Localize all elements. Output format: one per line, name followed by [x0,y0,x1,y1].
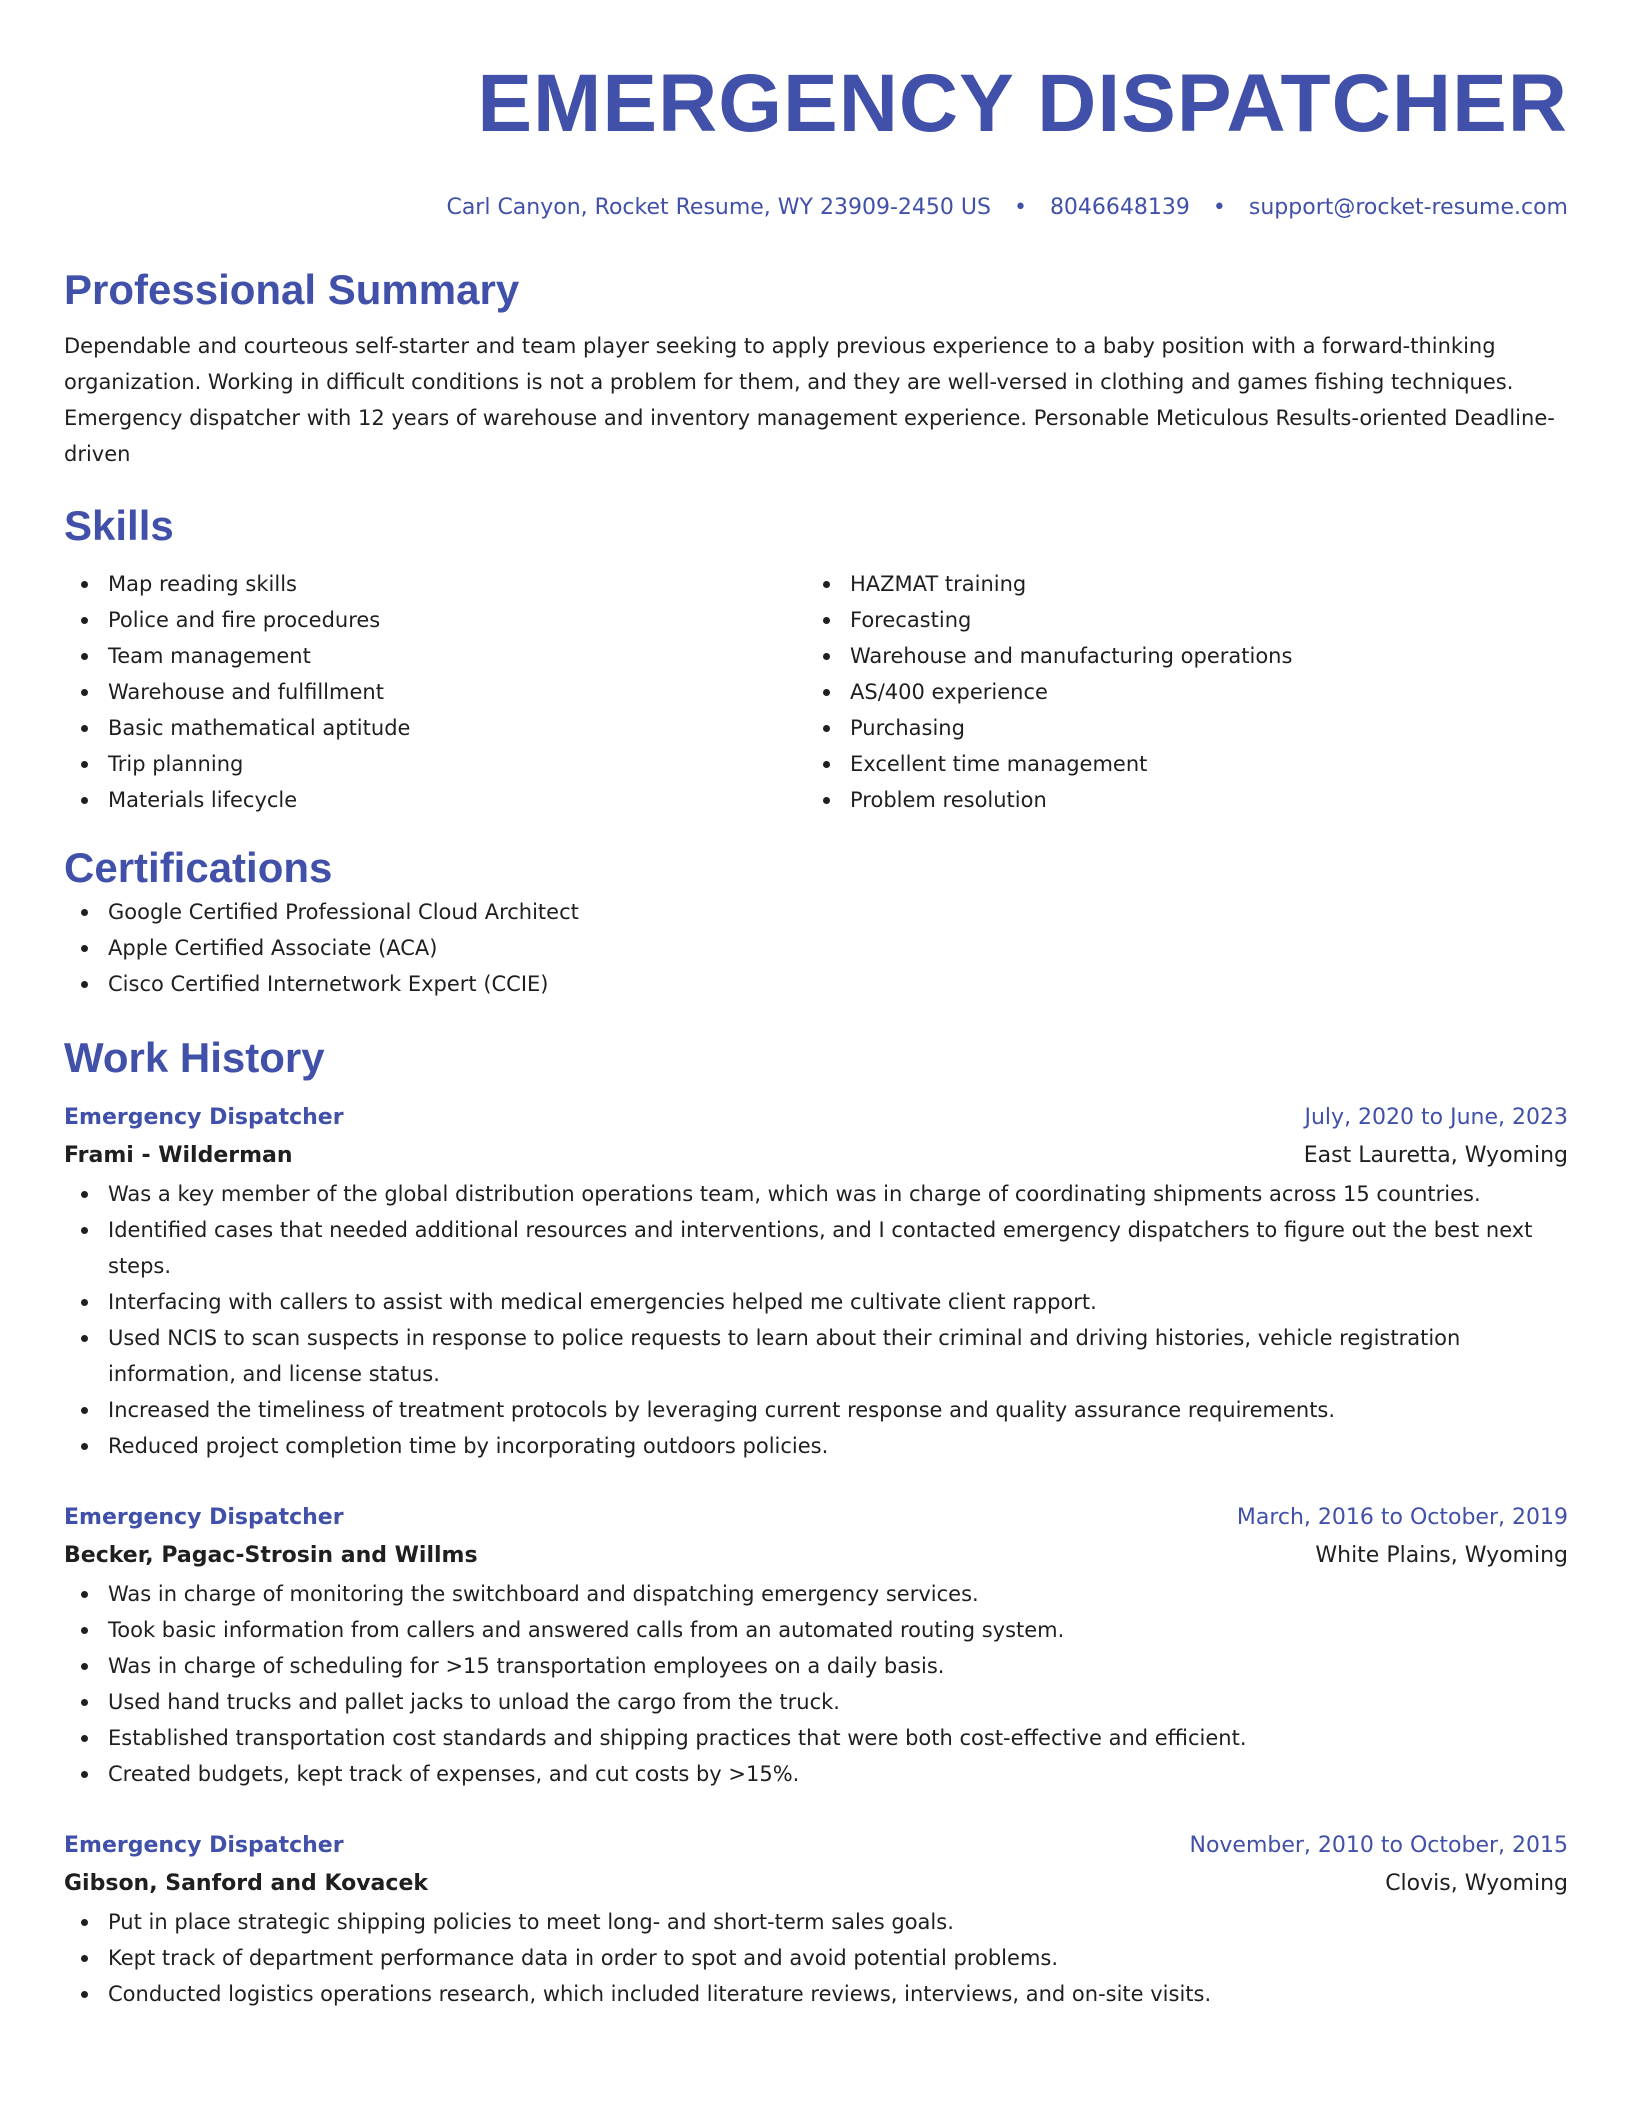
job-entry [64,1828,1568,2012]
skill-item: Forecasting [806,602,1548,638]
summary-heading: Professional Summary [64,266,520,313]
job-bullet: Reduced project completion time by incorporating outdoors policies. [64,1428,1568,1464]
job-bullet: Increased the timeliness of treatment protocols by leveraging current response and quality assurance requirements. [64,1392,1568,1428]
certifications-heading: Certifications [64,844,333,891]
job-location: Clovis, Wyoming [1385,1871,1568,1896]
job-title: Emergency Dispatcher [64,1105,344,1130]
summary-text: Dependable and courteous self-starter and team player seeking to apply previous experience to a baby position with a forward-thinking organization. Working in difficult conditions is not a problem for them, and they are well-versed in clothing and games fishing techniques. Emergency dispatcher with 12 years of warehouse and inventory management experience. Personable Meticulous Results-oriented Deadline-driven [64,334,1555,466]
certification-item: Google Certified Professional Cloud Architect [64,894,1568,930]
skill-item: Materials lifecycle [64,782,806,818]
contact-phone: 8046648139 [1049,195,1190,220]
skill-item: Warehouse and fulfillment [64,674,806,710]
job-bullet: Kept track of department performance data in order to spot and avoid potential problems. [64,1940,1568,1976]
job-bullets [64,1176,1568,1464]
job-location: White Plains, Wyoming [1315,1543,1568,1568]
contact-email: support@rocket-resume.com [1248,195,1568,220]
skill-item: Warehouse and manufacturing operations [806,638,1548,674]
job-bullets [64,1576,1568,1792]
resume-header [64,0,1568,224]
job-title-row [64,1500,1568,1536]
job-bullet: Established transportation cost standards and shipping practices that were both cost-effective and efficient. [64,1720,1568,1756]
job-bullet: Identified cases that needed additional resources and interventions, and I contacted emergency dispatchers to figure out the best next steps. [64,1212,1568,1284]
contact-line [64,192,1568,224]
job-entry [64,1100,1568,1464]
job-title-row [64,1100,1568,1136]
skills-list-left [64,566,806,818]
job-company-row [64,1864,1568,1904]
job-bullet: Was in charge of monitoring the switchboard and dispatching emergency services. [64,1576,1568,1612]
job-bullet: Put in place strategic shipping policies to meet long- and short-term sales goals. [64,1904,1568,1940]
job-title: Emergency Dispatcher [64,1505,344,1530]
job-title: Emergency Dispatcher [64,1833,344,1858]
job-dates: July, 2020 to June, 2023 [1304,1105,1568,1130]
skills-list-right [806,566,1548,818]
skill-item: Problem resolution [806,782,1548,818]
job-company-row [64,1536,1568,1576]
skills-heading: Skills [64,502,174,549]
job-bullet: Interfacing with callers to assist with medical emergencies helped me cultivate client rapport. [64,1284,1568,1320]
job-bullet: Used hand trucks and pallet jacks to unload the cargo from the truck. [64,1684,1568,1720]
job-dates: November, 2010 to October, 2015 [1189,1833,1568,1858]
job-title-row [64,1828,1568,1864]
job-dates: March, 2016 to October, 2019 [1236,1505,1568,1530]
job-company-row [64,1136,1568,1176]
skill-item: Trip planning [64,746,806,782]
job-bullet: Was in charge of scheduling for >15 transportation employees on a daily basis. [64,1648,1568,1684]
contact-separator: • [1013,195,1027,220]
skill-item: Team management [64,638,806,674]
skill-item: AS/400 experience [806,674,1548,710]
skill-item: Basic mathematical aptitude [64,710,806,746]
work-history-heading: Work History [64,1034,325,1081]
skill-item: Map reading skills [64,566,806,602]
skills-column-right [806,566,1548,818]
job-bullet: Used NCIS to scan suspects in response to police requests to learn about their criminal and driving histories, vehicle registration information, and license status. [64,1320,1568,1392]
job-entry [64,1500,1568,1792]
job-bullet: Created budgets, kept track of expenses, and cut costs by >15%. [64,1756,1568,1792]
certification-item: Cisco Certified Internetwork Expert (CCIE) [64,966,1568,1002]
job-bullet: Was a key member of the global distribution operations team, which was in charge of coordinating shipments across 15 countries. [64,1176,1568,1212]
certification-item: Apple Certified Associate (ACA) [64,930,1568,966]
skill-item: Purchasing [806,710,1548,746]
skills-column-left [64,566,806,818]
skill-item: Excellent time management [806,746,1548,782]
contact-separator: • [1212,195,1226,220]
job-bullets [64,1904,1568,2012]
job-company: Becker, Pagac-Strosin and Willms [64,1543,478,1568]
job-location: East Lauretta, Wyoming [1303,1143,1568,1168]
job-bullet: Conducted logistics operations research, which included literature reviews, interviews, and on-site visits. [64,1976,1568,2012]
skills-grid [64,566,1568,818]
job-company: Gibson, Sanford and Kovacek [64,1871,428,1896]
job-bullet: Took basic information from callers and answered calls from an automated routing system. [64,1612,1568,1648]
skill-item: Police and fire procedures [64,602,806,638]
contact-address: Carl Canyon, Rocket Resume, WY 23909-2450 US [446,195,991,220]
certifications-list [64,894,1568,1002]
resume-title: EMERGENCY DISPATCHER [477,58,1568,149]
skill-item: HAZMAT training [806,566,1548,602]
job-company: Frami - Wilderman [64,1143,293,1168]
